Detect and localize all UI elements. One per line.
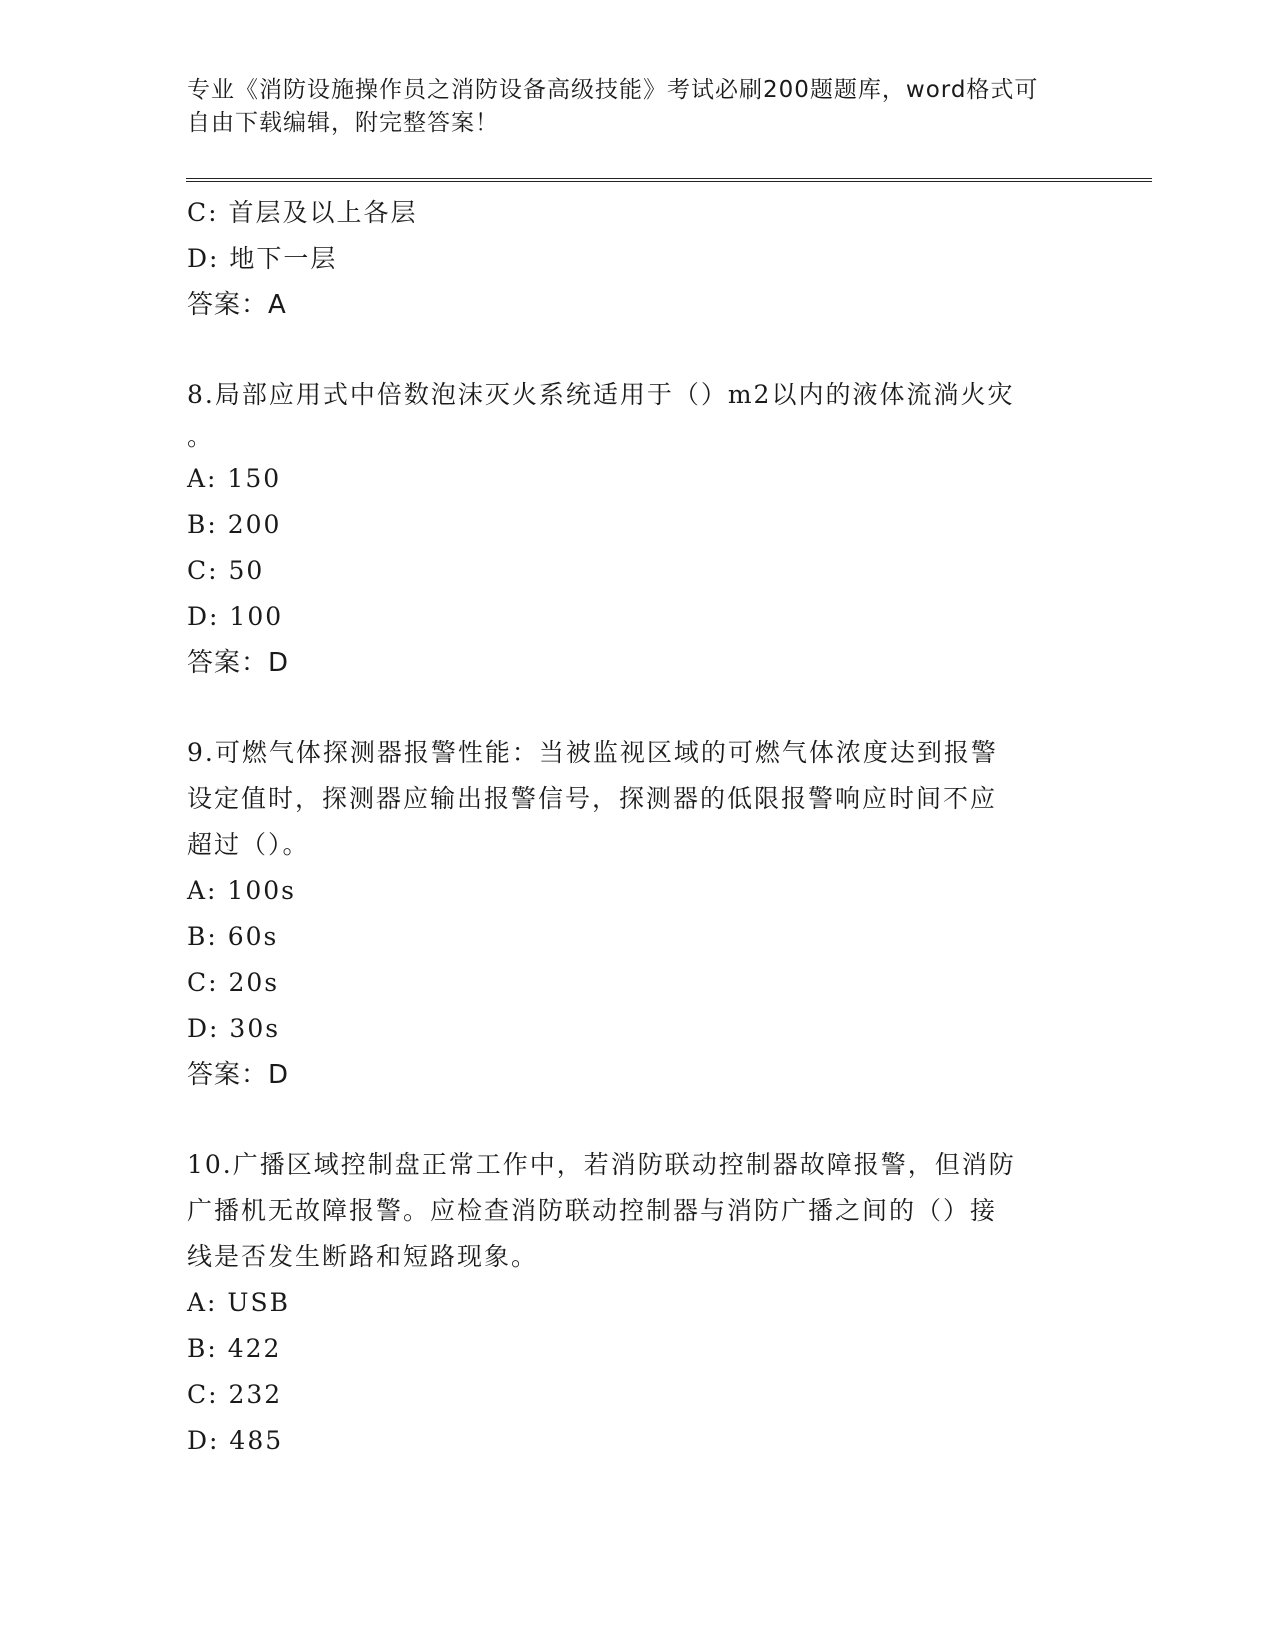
- spacer: [187, 1098, 1087, 1142]
- question-9: [187, 730, 1087, 1098]
- question-stem: 10.广播区域控制盘正常工作中，若消防联动控制器故障报警，但消防: [187, 1150, 1016, 1179]
- option-c: C: 首层及以上各层: [187, 198, 418, 227]
- previous-question-tail: [187, 190, 1087, 328]
- option-a: A: 150: [187, 464, 282, 493]
- question-stem-continued: 广播机无故障报警。应检查消防联动控制器与消防广播之间的（）接: [187, 1196, 998, 1225]
- answer-line: 答案：D: [187, 648, 290, 678]
- option-b: B: 422: [187, 1334, 282, 1363]
- option-b: B: 200: [187, 510, 282, 539]
- header-divider: [186, 178, 1152, 182]
- question-stem-continued: 设定值时，探测器应输出报警信号，探测器的低限报警响应时间不应: [187, 784, 998, 813]
- header-line-1: 专业《消防设施操作员之消防设备高级技能》考试必刷200题题库，word格式可: [187, 77, 1039, 103]
- answer-line: 答案：D: [187, 1060, 290, 1090]
- option-a: A: 100s: [187, 876, 296, 905]
- option-c: C: 20s: [187, 968, 280, 997]
- option-d: D: 485: [187, 1426, 284, 1455]
- option-a: A: USB: [187, 1288, 290, 1317]
- option-c: C: 50: [187, 556, 265, 585]
- option-d: D: 30s: [187, 1014, 281, 1043]
- document-header: [187, 74, 1087, 140]
- question-stem-continued: 线是否发生断路和短路现象。: [187, 1242, 539, 1271]
- option-d: D: 地下一层: [187, 244, 338, 273]
- question-stem-continued: 超过（）。: [187, 830, 310, 859]
- option-c: C: 232: [187, 1380, 283, 1409]
- question-stem: 8.局部应用式中倍数泡沫灭火系统适用于（）m2以内的液体流淌火灾: [187, 380, 1015, 409]
- document-body: [187, 190, 1087, 1464]
- answer-line: 答案：A: [187, 290, 287, 320]
- question-stem-continued: 。: [187, 422, 215, 451]
- spacer: [187, 328, 1087, 372]
- option-d: D: 100: [187, 602, 284, 631]
- question-stem: 9.可燃气体探测器报警性能：当被监视区域的可燃气体浓度达到报警: [187, 738, 998, 767]
- header-line-2: 自由下载编辑，附完整答案！: [187, 110, 499, 136]
- question-8: [187, 372, 1087, 686]
- question-10: [187, 1142, 1087, 1464]
- spacer: [187, 686, 1087, 730]
- option-b: B: 60s: [187, 922, 279, 951]
